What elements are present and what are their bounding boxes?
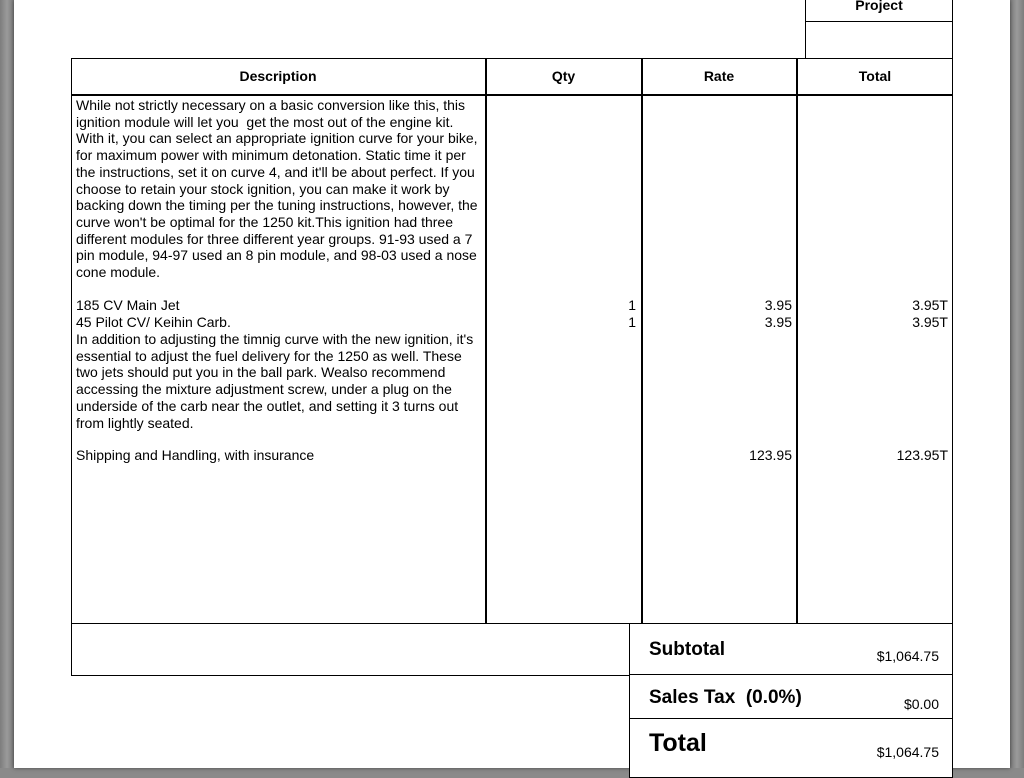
header-rate: Rate bbox=[703, 68, 735, 84]
line-item-total: 3.95T bbox=[912, 297, 948, 313]
shipping-rate: 123.95 bbox=[749, 447, 792, 463]
viewer-left-edge bbox=[0, 0, 14, 768]
total-label: Total bbox=[649, 729, 707, 757]
subtotal-value: $1,064.75 bbox=[876, 648, 939, 664]
total-value: $1,064.75 bbox=[876, 744, 939, 760]
column-divider-rate bbox=[641, 58, 643, 625]
ignition-module-description: While not strictly necessary on a basic conversion like this, this ignition module will let you get the most out of the engine kit. With it, you can select an appropriate ignition curve for your bike, for maximum power with minimum detonation. Static time it per the instructions, set it on curve 4, and it'll be about perfect. If you choose to retain your stock ignition, you can make it work by backing down the timing per the tuning instructions, however, the curve won't be optimal for the 1250 kit.This ignition had three different modules for three different year groups. 91-93 used a 7 pin module, 94-97 used an 8 pin module, and 98-03 used a nose cone module. bbox=[76, 97, 482, 281]
column-divider-qty bbox=[485, 58, 487, 625]
line-item-rate: 3.95 bbox=[764, 314, 792, 330]
viewer-right-edge bbox=[1010, 0, 1024, 768]
project-label-box bbox=[805, 0, 953, 22]
line-item-description: 185 CV Main Jet bbox=[76, 297, 180, 313]
line-item-description: 45 Pilot CV/ Keihin Carb. bbox=[76, 314, 231, 330]
jet-tuning-note: In addition to adjusting the timnig curve with the new ignition, it's essential to adjust the fuel delivery for the 1250 as well. These two jets should put you in the ball park. Wealso recommend accessing the mixture adjustment screw, under a plug on the underside of the carb near the outlet, and setting it 3 turns out from lightly seated. bbox=[76, 331, 478, 431]
header-qty: Qty bbox=[551, 68, 576, 84]
header-total: Total bbox=[858, 68, 892, 84]
project-label: Project bbox=[855, 0, 903, 13]
header-description: Description bbox=[239, 68, 317, 84]
subtotal-label: Subtotal bbox=[649, 639, 725, 660]
sales-tax-value: $0.00 bbox=[903, 696, 939, 712]
column-divider-total bbox=[796, 58, 798, 625]
line-item-qty: 1 bbox=[628, 297, 636, 313]
memo-box bbox=[71, 623, 631, 676]
shipping-description: Shipping and Handling, with insurance bbox=[76, 447, 315, 463]
line-item-total: 3.95T bbox=[912, 314, 948, 330]
project-value-box bbox=[805, 21, 953, 59]
line-item-rate: 3.95 bbox=[764, 297, 792, 313]
shipping-total: 123.95T bbox=[896, 447, 948, 463]
line-item-qty: 1 bbox=[628, 314, 636, 330]
header-divider bbox=[71, 94, 953, 96]
sales-tax-label: Sales Tax (0.0%) bbox=[649, 687, 802, 708]
